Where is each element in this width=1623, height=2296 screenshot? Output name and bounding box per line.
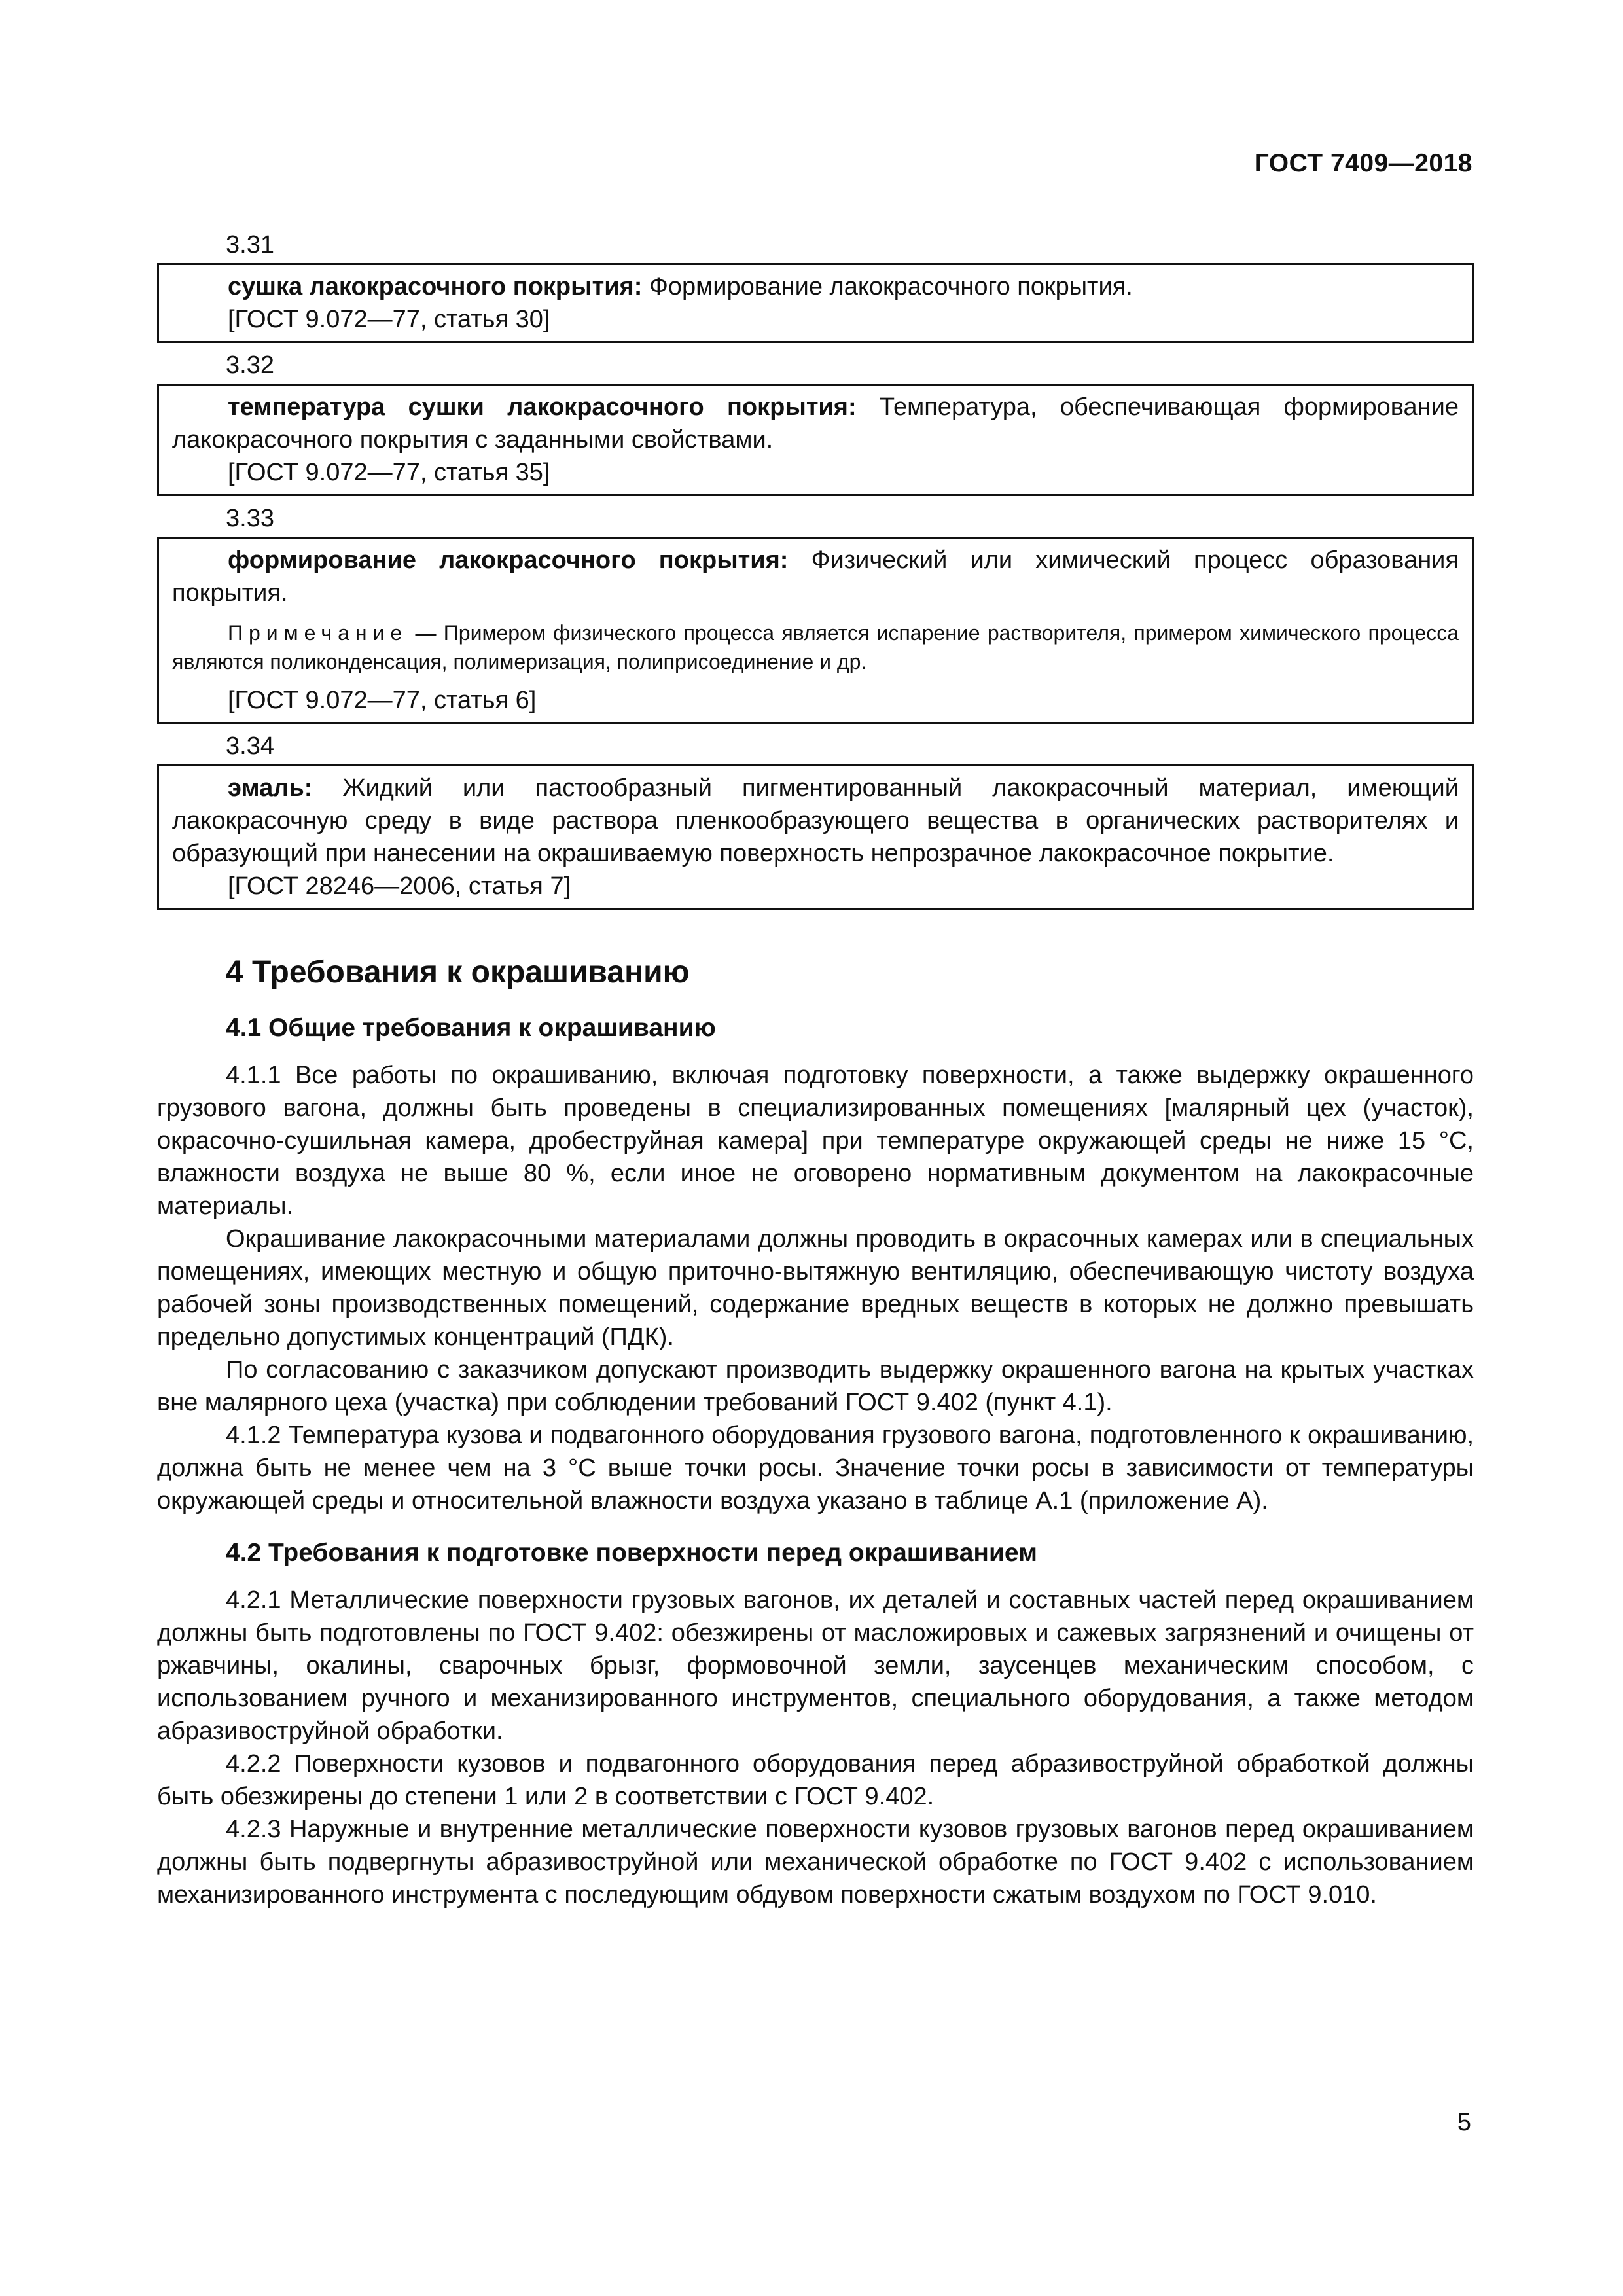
term-definition: Температура, обеспечивающая формирование лакокрасочного покрытия с заданными свойствами. <box>172 393 1459 454</box>
term-reference: [ГОСТ 9.072—77, статья 30] <box>228 306 550 333</box>
term-number: 3.34 <box>226 732 274 760</box>
term-definition: Физический или химический процесс образования покрытия. <box>172 547 1459 607</box>
paragraph: По согласованию с заказчиком допускают производить выдержку окрашенного вагона на крытых участках вне малярного цеха (участка) при соблюдении требований ГОСТ 9.402 (пункт 4.1). <box>157 1356 1474 1416</box>
subsection-title: 4.1 Общие требования к окрашиванию <box>226 1014 716 1042</box>
term-number: 3.31 <box>226 231 274 259</box>
subsection-title: 4.2 Требования к подготовке поверхности перед окрашиванием <box>226 1539 1037 1567</box>
term-name: сушка лакокрасочного покрытия: <box>228 273 643 300</box>
note-text: — Примером физического процесса является испарение растворителя, примером химического процесса являются поликонденсация, полимеризация, полиприсоединение и др. <box>172 621 1459 673</box>
term-reference: [ГОСТ 28246—2006, статья 7] <box>228 872 571 900</box>
term-definition: Формирование лакокрасочного покрытия. <box>642 273 1133 300</box>
term-reference: [ГОСТ 9.072—77, статья 35] <box>228 459 550 486</box>
term-definition-box <box>157 537 1474 724</box>
section-title: 4 Требования к окрашиванию <box>226 955 690 990</box>
paragraph: 4.1.1 Все работы по окрашиванию, включая подготовку поверхности, а также выдержку окрашенного грузового вагона, должны быть проведены в специализированных помещениях [малярный цех (участок), окрасочно-сушильная камера, дробеструйная камера] при температуре окружающей среды не ниже 15 °C, влажности воздуха не выше 80 %, если иное не оговорено нормативным документом на лакокрасочные материалы. <box>157 1062 1474 1220</box>
term-definition-box <box>157 384 1474 496</box>
term-name: формирование лакокрасочного покрытия: <box>228 547 789 574</box>
term-note <box>172 619 1459 676</box>
term-reference: [ГОСТ 9.072—77, статья 6] <box>228 687 537 714</box>
paragraph: 4.2.3 Наружные и внутренние металлические поверхности кузовов грузовых вагонов перед окрашиванием должны быть подвергнуты абразивоструйной или механической обработке по ГОСТ 9.402 с использованием механизированного инструмента с последующим обдувом поверхности сжатым воздухом по ГОСТ 9.010. <box>157 1816 1474 1909</box>
term-name: температура сушки лакокрасочного покрытия: <box>228 393 857 421</box>
document-code: ГОСТ 7409—2018 <box>1254 149 1472 177</box>
term-name: эмаль: <box>228 774 313 802</box>
paragraph: 4.1.2 Температура кузова и подвагонного оборудования грузового вагона, подготовленного к окрашиванию, должна быть не менее чем на 3 °C выше точки росы. Значение точки росы в зависимости от температуры окружающей среды и относительной влажности воздуха указано в таблице А.1 (приложение А). <box>157 1422 1474 1515</box>
page-number: 5 <box>1457 2109 1471 2136</box>
term-number: 3.32 <box>226 351 274 379</box>
term-definition: Жидкий или пастообразный пигментированный лакокрасочный материал, имеющий лакокрасочную среду в виде раствора пленкообразующего вещества в органических растворителях и образующий при нанесении на окрашиваемую поверхность непрозрачное лакокрасочное покрытие. <box>172 774 1459 867</box>
term-definition-box <box>157 764 1474 910</box>
paragraph: Окрашивание лакокрасочными материалами должны проводить в окрасочных камерах или в специальных помещениях, имеющих местную и общую приточно-вытяжную вентиляцию, обеспечивающую чистоту воздуха рабочей зоны производственных помещений, содержание вредных веществ в которых не должно превышать предельно допустимых концентраций (ПДК). <box>157 1225 1474 1351</box>
term-definition-box <box>157 263 1474 343</box>
page-content <box>157 226 1474 1911</box>
paragraph: 4.2.2 Поверхности кузовов и подвагонного оборудования перед абразивоструйной обработкой должны быть обезжирены до степени 1 или 2 в соответствии с ГОСТ 9.402. <box>157 1750 1474 1810</box>
paragraph: 4.2.1 Металлические поверхности грузовых вагонов, их деталей и составных частей перед окрашиванием должны быть подготовлены по ГОСТ 9.402: обезжирены от масложировых и сажевых загрязнений и очищены от ржавчины, окалины, сварочных брызг, формовочной земли, заусенцев механическим способом, с использованием ручного и механизированного инструментов, специального оборудования, а также методом абразивоструйной обработки. <box>157 1587 1474 1745</box>
note-label: Примечание <box>228 621 408 645</box>
term-number: 3.33 <box>226 505 274 532</box>
